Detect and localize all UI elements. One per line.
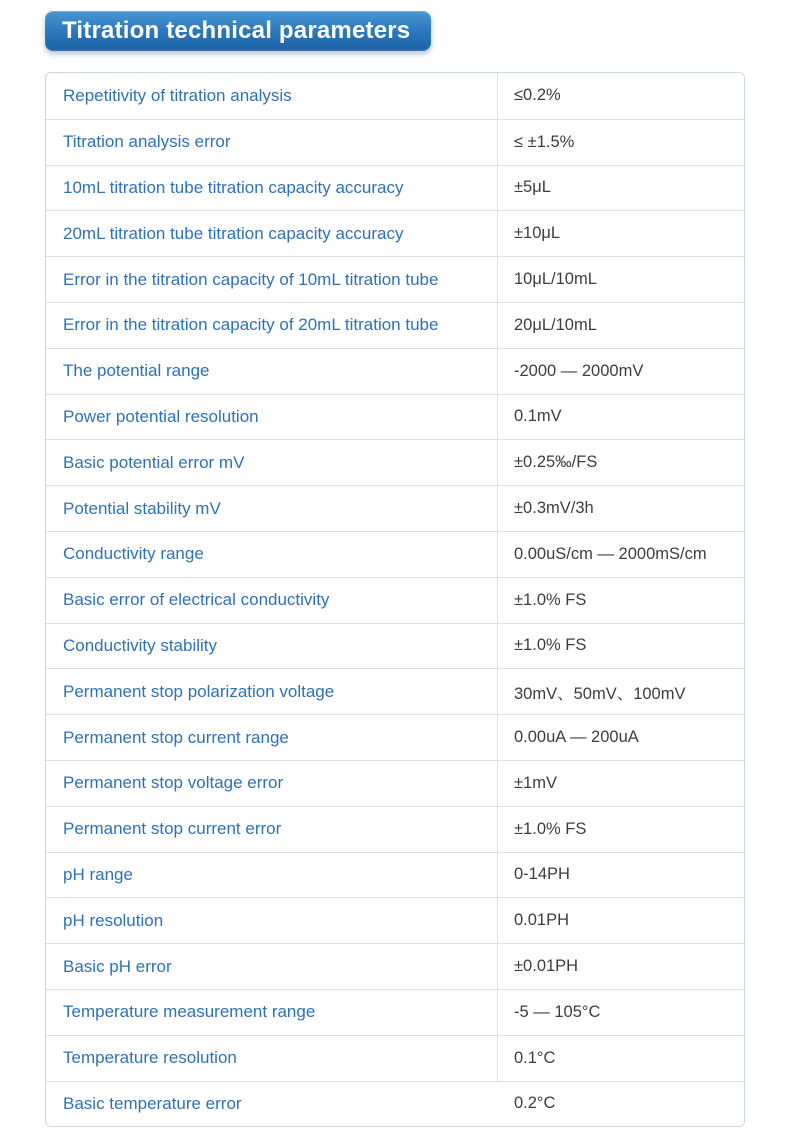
parameter-name: Potential stability mV xyxy=(46,486,498,531)
parameter-value: 30mV、50mV、100mV xyxy=(514,684,686,703)
parameter-name: Basic potential error mV xyxy=(46,440,498,485)
table-row xyxy=(46,989,744,1035)
table-row xyxy=(46,852,744,898)
parameter-value: ±1.0% FS xyxy=(514,636,587,655)
parameter-value: 10μL/10mL xyxy=(514,270,597,289)
table-row xyxy=(46,73,744,119)
page-title: Titration technical parameters xyxy=(62,17,411,44)
parameter-value: 0.1mV xyxy=(514,407,562,426)
parameter-value: 0.01PH xyxy=(514,911,570,930)
table-row xyxy=(46,760,744,806)
table-row xyxy=(46,439,744,485)
parameter-name: Error in the titration capacity of 20mL titration tube xyxy=(46,303,498,348)
parameter-name: Permanent stop current error xyxy=(46,807,498,852)
table-row xyxy=(46,165,744,211)
parameter-name: Conductivity range xyxy=(46,532,498,577)
parameter-name: Permanent stop voltage error xyxy=(46,761,498,806)
parameter-name: 10mL titration tube titration capacity accuracy xyxy=(46,166,498,211)
parameter-name: 20mL titration tube titration capacity accuracy xyxy=(46,211,498,256)
table-row xyxy=(46,897,744,943)
parameter-name: Repetitivity of titration analysis xyxy=(46,73,498,119)
parameter-value: ≤0.2% xyxy=(514,86,561,105)
table-row xyxy=(46,1081,744,1127)
table-row xyxy=(46,531,744,577)
table-row xyxy=(46,256,744,302)
parameter-value: 0.1°C xyxy=(514,1048,556,1067)
parameter-name: Conductivity stability xyxy=(46,624,498,669)
parameter-value: 0.00uA — 200uA xyxy=(514,728,639,747)
table-row xyxy=(46,623,744,669)
parameter-name: Basic temperature error xyxy=(63,1093,242,1113)
table-row xyxy=(46,485,744,531)
parameters-table xyxy=(45,72,745,1127)
parameter-value: 0.00uS/cm — 2000mS/cm xyxy=(514,544,707,563)
parameter-value: ±5μL xyxy=(514,178,551,197)
table-row xyxy=(46,302,744,348)
parameter-name: The potential range xyxy=(46,349,498,394)
parameter-value: 20μL/10mL xyxy=(514,315,597,334)
table-row xyxy=(46,119,744,165)
parameter-value: ≤ ±1.5% xyxy=(514,132,575,151)
parameter-value: ±1.0% FS xyxy=(514,590,587,609)
parameter-value: ±0.01PH xyxy=(514,957,579,976)
parameter-name: Temperature resolution xyxy=(46,1036,498,1081)
parameter-name: Permanent stop polarization voltage xyxy=(46,669,498,714)
parameter-value: ±0.3mV/3h xyxy=(514,499,594,518)
parameter-value: 0.2°C xyxy=(514,1094,556,1113)
parameter-name: Basic pH error xyxy=(46,944,498,989)
table-row xyxy=(46,1035,744,1081)
table-row xyxy=(46,943,744,989)
table-row xyxy=(46,806,744,852)
parameter-name: Titration analysis error xyxy=(46,120,498,165)
parameter-value: -2000 — 2000mV xyxy=(514,361,644,380)
parameter-value: -5 — 105°C xyxy=(514,1002,601,1021)
table-row xyxy=(46,348,744,394)
parameter-name: pH range xyxy=(46,853,498,898)
parameter-name: Basic error of electrical conductivity xyxy=(46,578,498,623)
parameter-name: pH resolution xyxy=(46,898,498,943)
table-row xyxy=(46,714,744,760)
table-row xyxy=(46,577,744,623)
parameter-name: Error in the titration capacity of 10mL titration tube xyxy=(46,257,498,302)
parameter-name: Power potential resolution xyxy=(46,395,498,440)
table-row xyxy=(46,394,744,440)
parameter-value: ±1.0% FS xyxy=(514,819,587,838)
parameter-value: ±1mV xyxy=(514,773,557,792)
table-row xyxy=(46,210,744,256)
parameter-value: ±10μL xyxy=(514,224,561,243)
table-row xyxy=(46,668,744,714)
parameter-value: ±0.25‰/FS xyxy=(514,453,598,472)
parameter-name: Permanent stop current range xyxy=(46,715,498,760)
parameter-name: Temperature measurement range xyxy=(46,990,498,1035)
parameter-value: 0-14PH xyxy=(514,865,570,884)
section-header-banner xyxy=(45,11,431,51)
